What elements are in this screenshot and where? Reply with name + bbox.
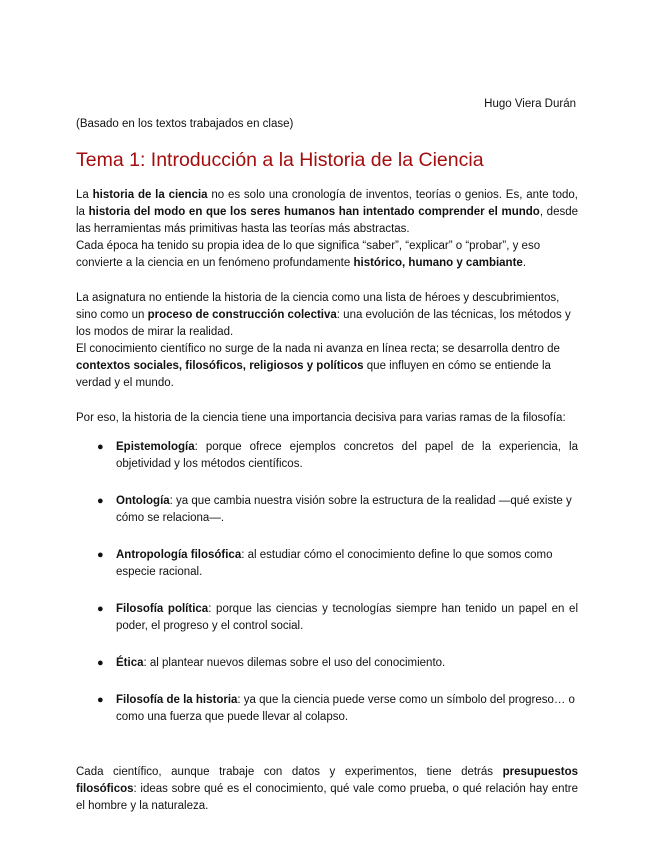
branch-term: Epistemología [116, 441, 195, 453]
branch-term: Antropología filosófica [116, 549, 242, 561]
branch-term: Filosofía de la historia [116, 694, 238, 706]
branch-term: Ética [116, 657, 144, 669]
branch-term: Filosofía política [116, 603, 209, 615]
branch-text: : ya que la ciencia puede verse como un símbolo del progreso… o como una fuerza que puede llevar al colapso. [116, 694, 575, 723]
emphasis: historia de la ciencia [92, 189, 208, 201]
page-title: Tema 1: Introducción a la Historia de la Ciencia [76, 149, 484, 171]
emphasis: proceso de construcción colectiva [147, 309, 337, 321]
list-item [76, 655, 578, 672]
spacer [76, 746, 578, 764]
text-run: La asignatura no entiende la historia de la ciencia como una lista de héroes y descubrimientos, sino como un [76, 292, 560, 321]
text-run: : ideas sobre qué es el conocimiento, qué vale como prueba, o qué relación hay entre el hombre y la naturaleza. [76, 783, 578, 812]
text-run: Cada época ha tenido su propia idea de lo que significa “saber”, “explicar” o “probar”, y eso convierte a la ciencia en un fenómeno profundamente [76, 240, 541, 269]
list-item [76, 601, 578, 635]
paragraph-subject [76, 290, 578, 341]
branch-text: : al estudiar cómo el conocimiento define lo que somos como especie racional. [116, 549, 553, 578]
list-item [76, 547, 578, 581]
branch-text: : porque las ciencias y tecnologías siempre han tenido un papel en el poder, el progreso y el control social. [116, 603, 578, 632]
list-item [76, 493, 578, 527]
document-body [76, 187, 578, 815]
bullet-icon: ● [97, 603, 104, 615]
paragraph-epochs [76, 238, 578, 272]
text-run: Cada científico, aunque trabaje con datos y experimentos, tiene detrás [76, 766, 503, 778]
branch-text: : porque ofrece ejemplos concretos del papel de la experiencia, la objetividad y los métodos científicos. [116, 441, 578, 470]
source-note: (Basado en los textos trabajados en clase) [76, 118, 294, 130]
paragraph-presuppositions [76, 764, 578, 815]
spacer [76, 392, 578, 410]
paragraph-definition [76, 187, 578, 238]
paragraph-importance: Por eso, la historia de la ciencia tiene una importancia decisiva para varias ramas de la filosofía: [76, 412, 566, 424]
list-item [76, 439, 578, 473]
bullet-icon: ● [97, 495, 104, 507]
text-run: La [76, 189, 93, 201]
paragraph-knowledge [76, 341, 578, 392]
branch-text: : al plantear nuevos dilemas sobre el uso del conocimiento. [143, 657, 446, 669]
bullet-icon: ● [97, 694, 104, 706]
bullet-icon: ● [97, 657, 104, 669]
emphasis: historia del modo en que los seres humanos han intentado comprender el mundo [88, 206, 540, 218]
bullet-icon: ● [97, 441, 104, 453]
text-run: , desde las herramientas más primitivas hasta las teorías más abstractas. [76, 206, 579, 235]
list-item [76, 692, 578, 726]
text-run: : una evolución de las técnicas, los métodos y los modos de mirar la realidad. [76, 309, 571, 338]
branch-text: : ya que cambia nuestra visión sobre la estructura de la realidad —qué existe y cómo se relaciona—. [116, 495, 572, 524]
bullet-icon: ● [97, 549, 104, 561]
emphasis: histórico, humano y cambiante [353, 257, 523, 269]
text-run: El conocimiento científico no surge de la nada ni avanza en línea recta; se desarrolla dentro de [76, 343, 560, 355]
branch-term: Ontología [116, 495, 170, 507]
emphasis: contextos sociales, filosóficos, religiosos y políticos [76, 360, 364, 372]
emphasis: presupuestos filosóficos [76, 766, 578, 795]
spacer [76, 272, 578, 290]
text-run: que influyen en cómo se entiende la verdad y el mundo. [76, 360, 551, 389]
author-name: Hugo Viera Durán [484, 98, 576, 110]
text-run: . [522, 257, 527, 269]
philosophy-branches-list [76, 439, 578, 726]
text-run: no es solo una cronología de inventos, teorías o genios. Es, ante todo, la [76, 189, 578, 218]
